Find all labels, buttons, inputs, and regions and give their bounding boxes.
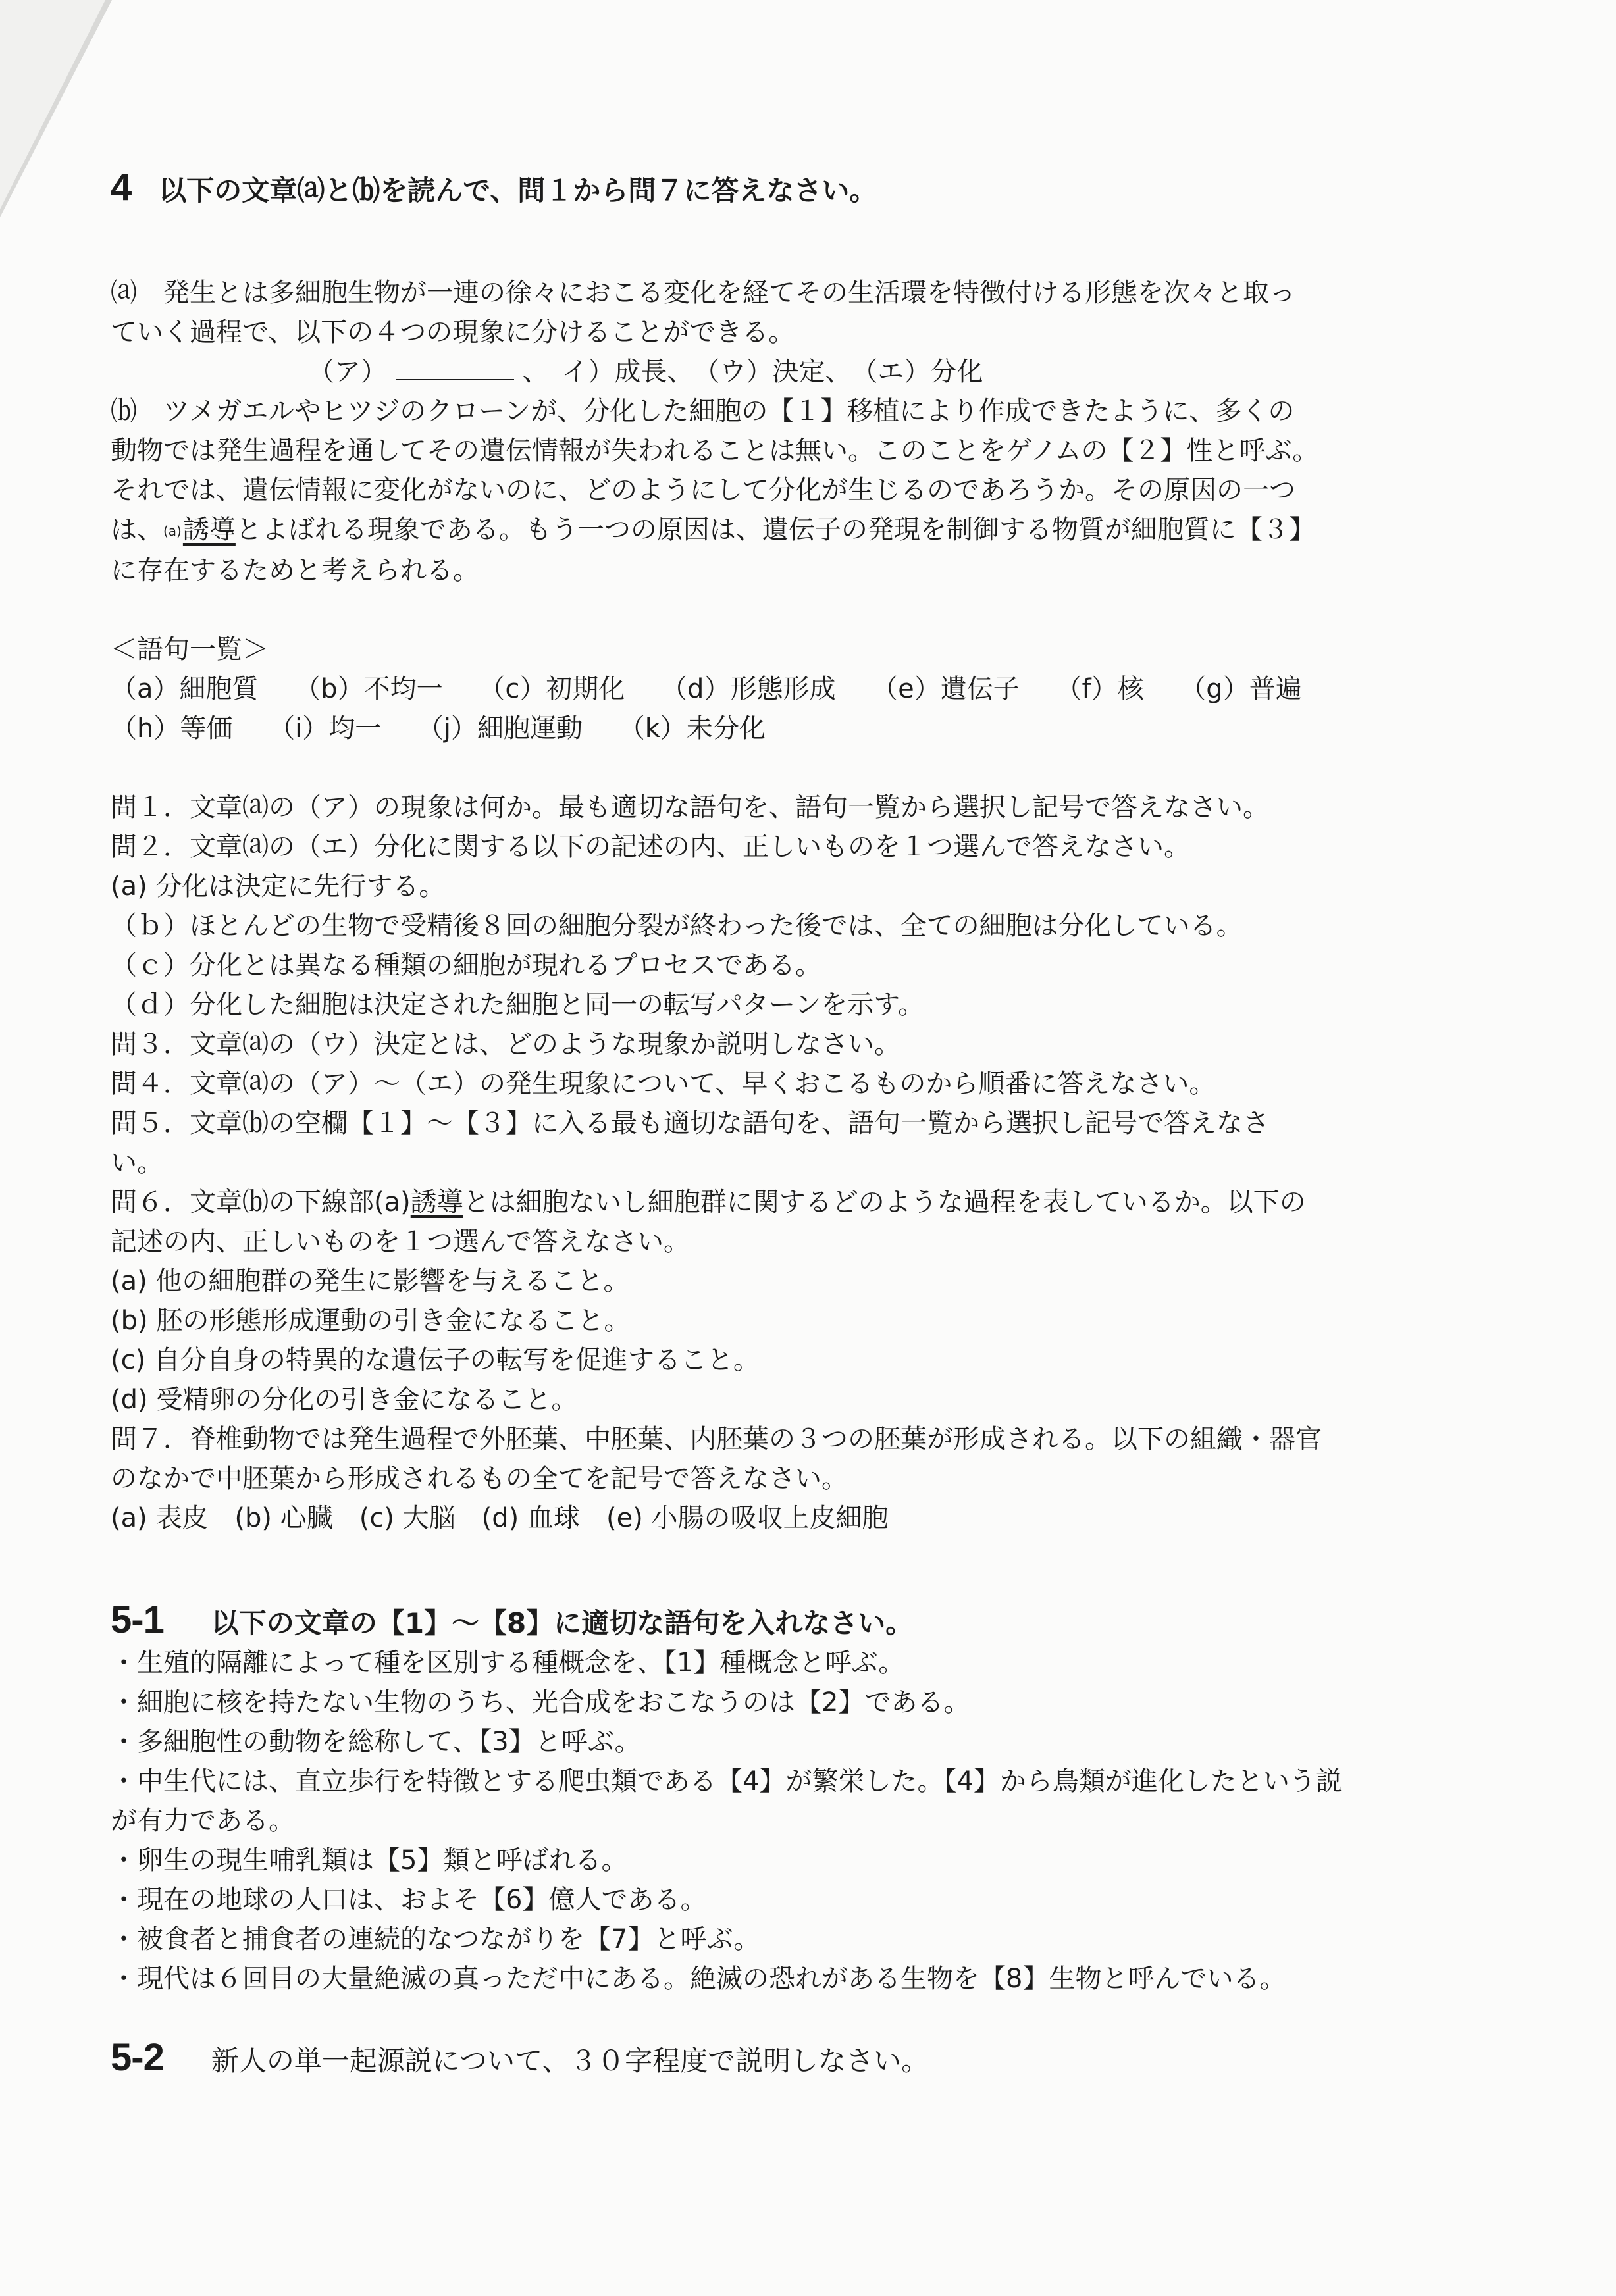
question-7-options: (a) 表皮 (b) 心臓 (c) 大脳 (d) 血球 (e) 小腸の吸収上皮細胞 [111, 1503, 889, 1533]
question-4: 問４．文章⒜の（ア）～（エ）の発生現象について、早くおこるものから順番に答えなさい。 [111, 1069, 1216, 1099]
glossary-row-2 [111, 709, 1526, 748]
section-number: 5-2 [111, 2036, 164, 2079]
glossary-term: （a）細胞質 [111, 674, 259, 704]
fill-in-item: ・生殖的隔離によって種を区別する種概念を、【1】種概念と呼ぶ。 [111, 1648, 905, 1678]
passage-b-line: 動物では発生過程を通してその遺伝情報が失われることは無い。このことをゲノムの【２】性と呼ぶ。 [111, 436, 1319, 466]
section-number: 5-1 [111, 1598, 164, 1641]
question-2-option: (a) 分化は決定に先行する。 [111, 871, 446, 902]
section-4-heading [111, 168, 1526, 211]
fill-in-item: ・卵生の現生哺乳類は【5】類と呼ばれる。 [111, 1845, 628, 1875]
stage-rest-label: 、 イ）成長、 （ウ）決定、 （エ）分化 [522, 357, 983, 387]
glossary-title: ＜語句一覧＞ [111, 634, 269, 665]
section-title: 新人の単一起源説について、３０字程度で説明しなさい。 [211, 2045, 929, 2077]
question-2-option: （ｂ）ほとんどの生物で受精後８回の細胞分裂が終わった後では、全ての細胞は分化している。 [111, 911, 1243, 941]
glossary-row-1 [111, 669, 1526, 709]
section-title: 以下の文章⒜と⒝を読んで、問１から問７に答えなさい。 [159, 174, 877, 207]
question-6-option: (b) 胚の形態形成運動の引き金になること。 [111, 1306, 631, 1336]
glossary-term: （i）均一 [269, 713, 382, 744]
question-3: 問３．文章⒜の（ウ）決定とは、どのような現象か説明しなさい。 [111, 1029, 900, 1059]
section-5-1-heading [111, 1600, 1526, 1643]
question-2-option: （ｄ）分化した細胞は決定された細胞と同一の転写パターンを示す。 [111, 990, 924, 1020]
passage-b-line: それでは、遺伝情報に変化がないのに、どのようにして分化が生じるのであろうか。その原因の一つ [111, 475, 1295, 505]
question-6-option: (a) 他の細胞群の発生に影響を与えること。 [111, 1266, 630, 1296]
passage-a-line: ていく過程で、以下の４つの現象に分けることができる。 [111, 317, 795, 347]
fill-in-item: ・細胞に核を持たない生物のうち、光合成をおこなうのは【2】である。 [111, 1687, 970, 1718]
question-6 [111, 1183, 1526, 1222]
glossary-term: （k）未分化 [618, 713, 766, 744]
glossary-term: （j）細胞運動 [417, 713, 583, 744]
stage-a-label: （ア） [308, 357, 387, 387]
question-7: 問７．脊椎動物では発生過程で外胚葉、中胚葉、内胚葉の３つの胚葉が形成される。以下の組織・器官 [111, 1424, 1322, 1454]
glossary-term: （b）不均一 [294, 674, 443, 704]
passage-b-line: ⒝ ツメガエルやヒツジのクローンが、分化した細胞の【１】移植により作成できたように、多くの [111, 396, 1295, 426]
question-text: とは細胞ないし細胞群に関するどのような過程を表しているか。以下の [463, 1187, 1306, 1217]
exam-page [111, 168, 1526, 2081]
fill-in-item-continued: が有力である。 [111, 1806, 295, 1836]
underlined-term: 誘導 [182, 515, 236, 545]
question-6-option: (c) 自分自身の特異的な遺伝子の転写を促進すること。 [111, 1345, 760, 1375]
passage-text: とよばれる現象である。もう一つの原因は、遺伝子の発現を制御する物質が細胞質に【３】 [235, 515, 1315, 545]
glossary-term: （f）核 [1055, 674, 1144, 704]
answer-blank [396, 357, 514, 380]
fill-in-item: ・多細胞性の動物を総称して、【3】と呼ぶ。 [111, 1727, 641, 1757]
folded-page-corner-edge [0, 0, 105, 209]
question-5: 問５．文章⒝の空欄【１】～【３】に入る最も適切な語句を、語句一覧から選択し記号で答えなさ [111, 1108, 1269, 1138]
fill-in-item: ・中生代には、直立歩行を特徴とする爬虫類である【4】が繁栄した。【4】から鳥類が進化したという説 [111, 1766, 1342, 1797]
section-title: 以下の文章の【1】～【8】に適切な語句を入れなさい。 [211, 1607, 914, 1639]
question-2-option: （ｃ）分化とは異なる種類の細胞が現れるプロセスである。 [111, 950, 821, 981]
glossary-term: （h）等価 [111, 713, 233, 744]
glossary-term: （d）形態形成 [661, 674, 836, 704]
underline-mark: (a) [163, 523, 182, 539]
glossary-term: （c）初期化 [479, 674, 625, 704]
question-6-option: (d) 受精卵の分化の引き金になること。 [111, 1385, 578, 1415]
glossary-term: （g）普遍 [1180, 674, 1302, 704]
fill-in-item: ・被食者と捕食者の連続的なつながりを【7】と呼ぶ。 [111, 1924, 760, 1954]
passage-text: は、 [111, 515, 163, 545]
question-6-continued: 記述の内、正しいものを１つ選んで答えなさい。 [111, 1227, 690, 1257]
question-7-continued: のなかで中胚葉から形成されるもの全てを記号で答えなさい。 [111, 1464, 848, 1494]
passage-b-line: に存在するためと考えられる。 [111, 555, 479, 586]
glossary-term: （e）遺伝子 [872, 674, 1020, 704]
section-5-2-heading [111, 2038, 1526, 2081]
stage-list [111, 352, 1526, 392]
fill-in-item: ・現代は６回目の大量絶滅の真っただ中にある。絶滅の恐れがある生物を【8】生物と呼んでいる。 [111, 1964, 1286, 1994]
section-number: 4 [111, 166, 132, 209]
question-5-continued: い。 [111, 1148, 163, 1178]
question-2: 問２．文章⒜の（エ）分化に関する以下の記述の内、正しいものを１つ選んで答えなさい。 [111, 832, 1190, 862]
passage-a-line: ⒜ 発生とは多細胞生物が一連の徐々におこる変化を経てその生活環を特徴付ける形態を次々と取っ [111, 278, 1295, 308]
fill-in-item: ・現在の地球の人口は、およそ【6】億人である。 [111, 1885, 707, 1915]
underlined-term: 誘導 [410, 1187, 463, 1217]
question-text: 問６．文章⒝の下線部(a) [111, 1187, 411, 1217]
passage-b-line [111, 510, 1526, 551]
question-1: 問１．文章⒜の（ア）の現象は何か。最も適切な語句を、語句一覧から選択し記号で答えなさい。 [111, 792, 1269, 823]
